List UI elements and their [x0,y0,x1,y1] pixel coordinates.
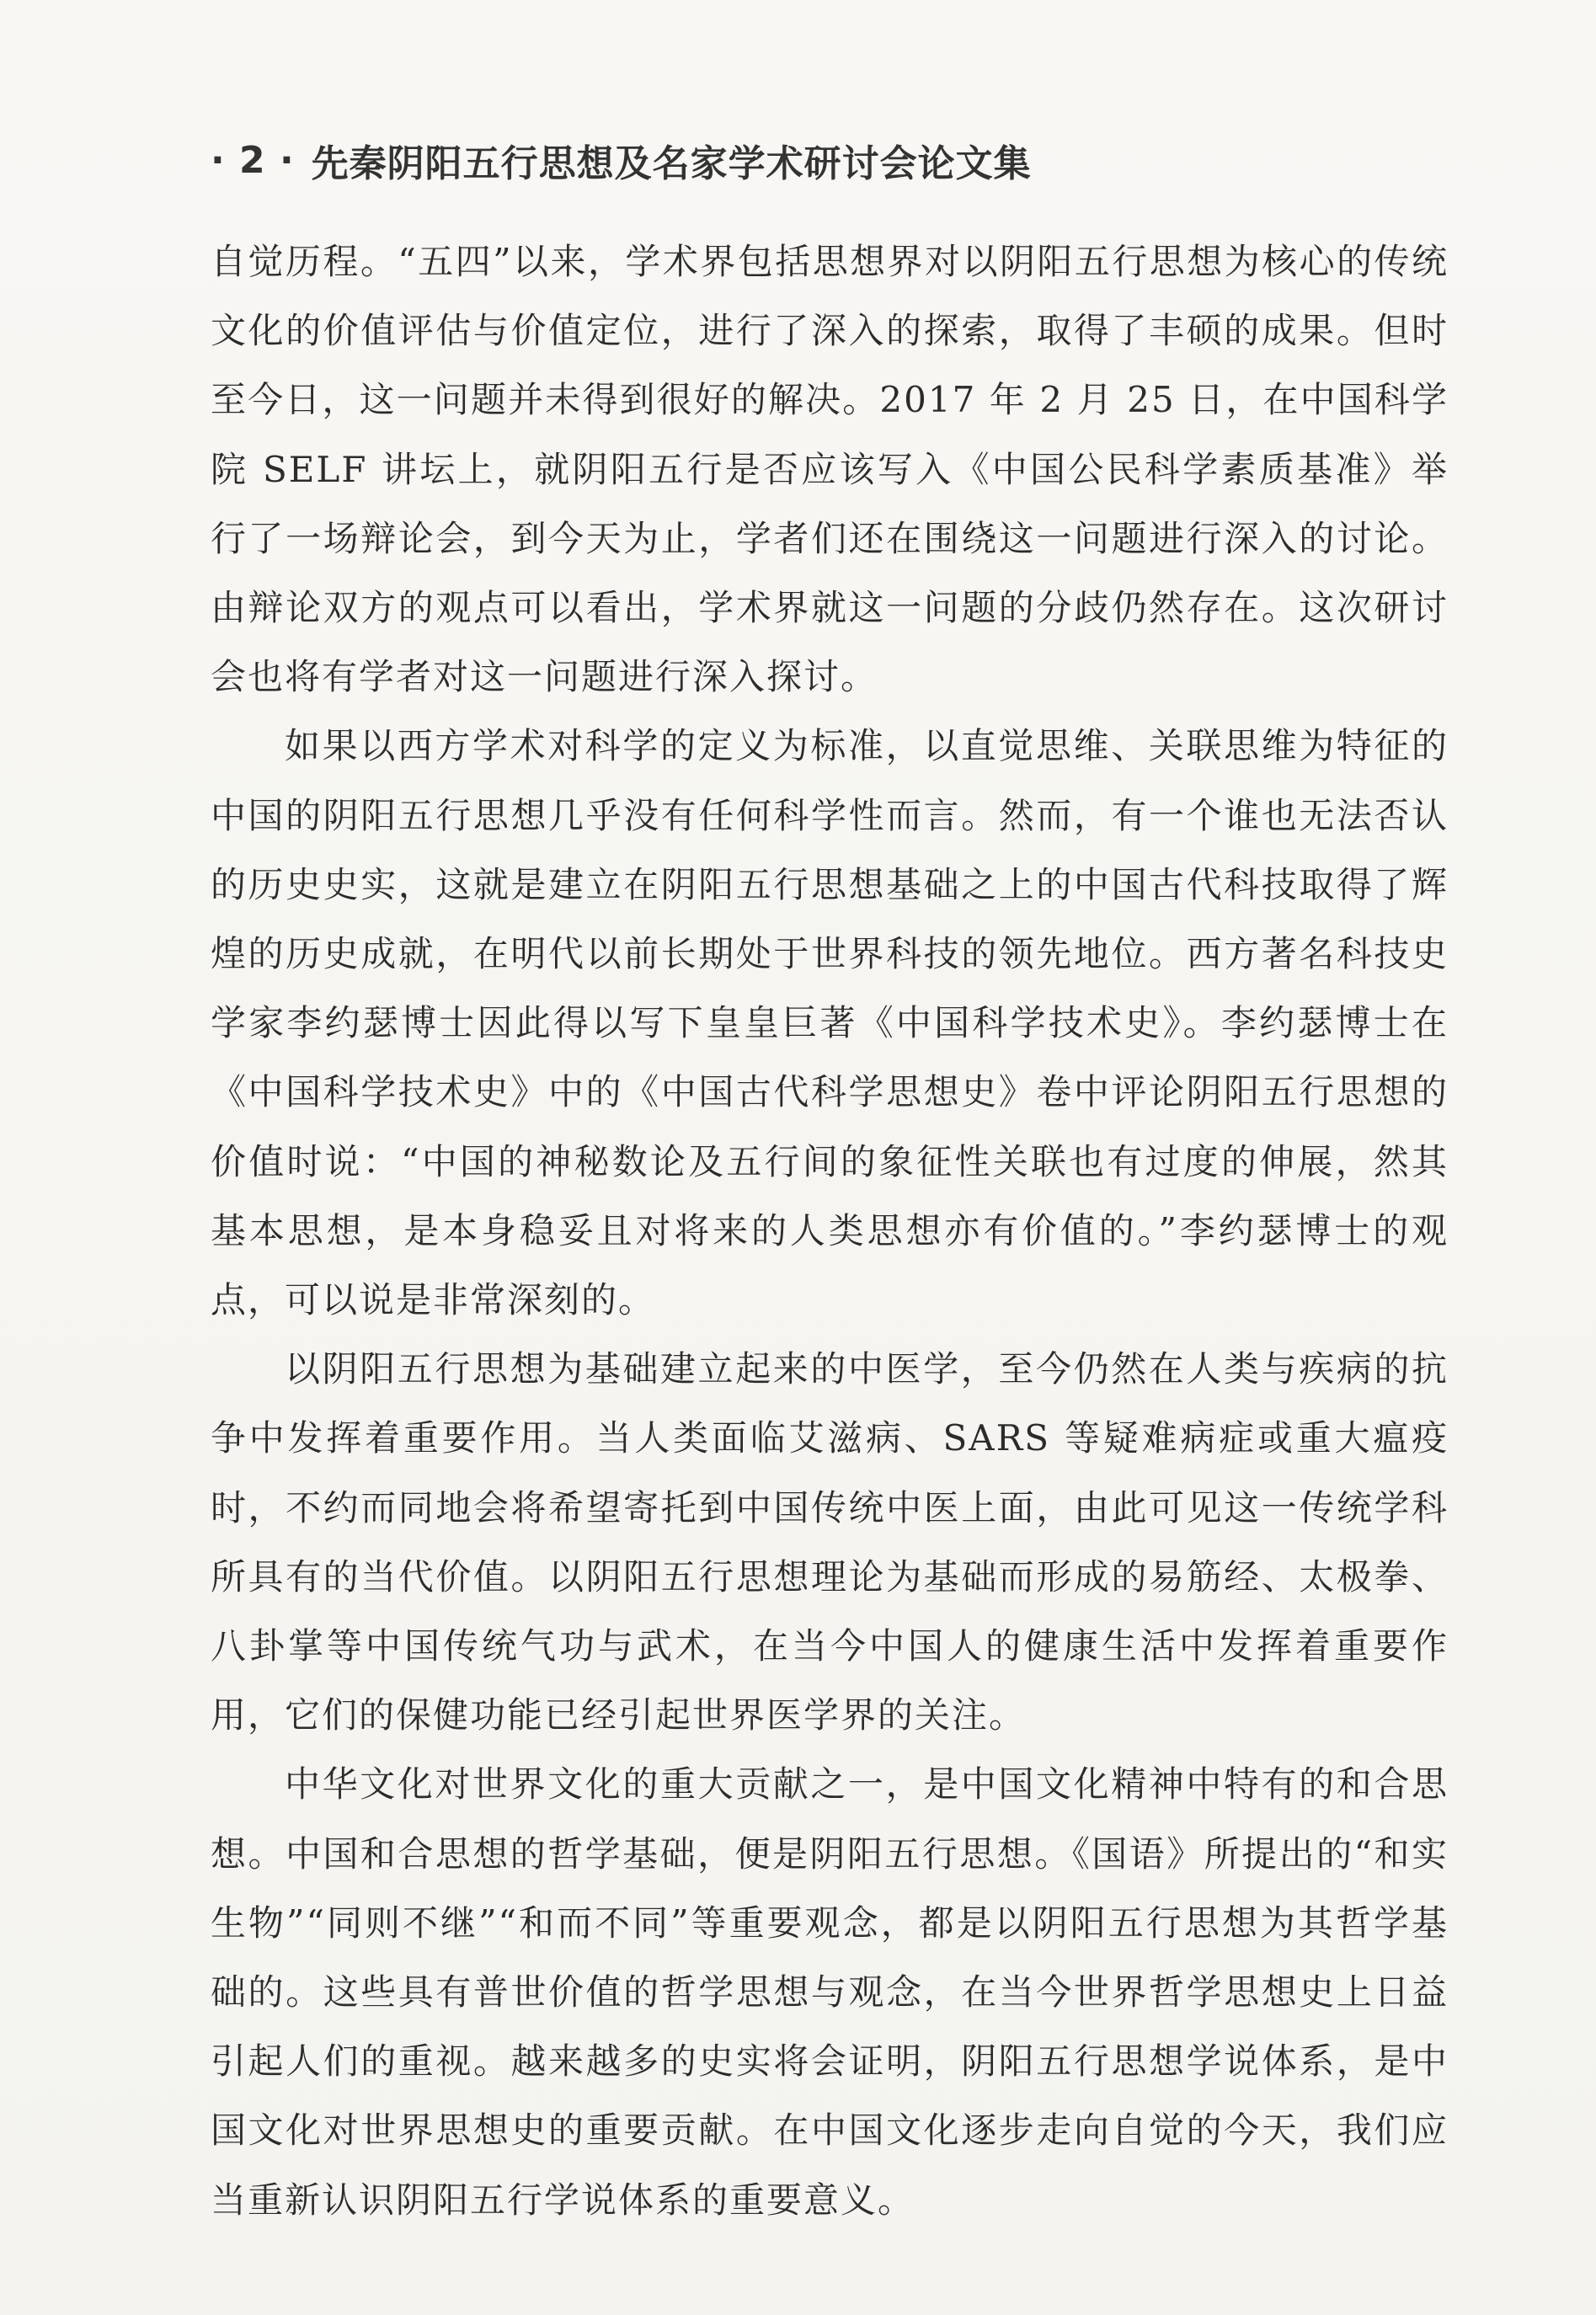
page-number: · 2 · [211,138,295,182]
book-title: 先秦阴阳五行思想及名家学术研讨会论文集 [311,142,1032,185]
paragraph-3: 以阴阳五行思想为基础建立起来的中医学，至今仍然在人类与疾病的抗争中发挥着重要作用。当人类面临艾滋病、SARS 等疑难病症或重大瘟疫时，不约而同地会将希望寄托到中国传统中医上面，由此可见这一传统学科所具有的当代价值。以阴阳五行思想理论为基础而形成的易筋经、太极拳、八卦掌等中国传统气功与武术，在当今中国人的健康生活中发挥着重要作用，它们的保健功能已经引起世界医学界的关注。 [211,1348,1449,1736]
paragraph-4: 中华文化对世界文化的重大贡献之一，是中国文化精神中特有的和合思想。中国和合思想的哲学基础，便是阴阳五行思想。《国语》所提出的“和实生物”“同则不继”“和而不同”等重要观念，都是以阴阳五行思想为其哲学基础的。这些具有普世价值的哲学思想与观念，在当今世界哲学思想史上日益引起人们的重视。越来越多的史实将会证明，阴阳五行思想学说体系，是中国文化对世界思想史的重要贡献。在中国文化逐步走向自觉的今天，我们应当重新认识阴阳五行学说体系的重要意义。 [211,1763,1449,2221]
paragraph-2: 如果以西方学术对科学的定义为标准，以直觉思维、关联思维为特征的中国的阴阳五行思想几乎没有任何科学性而言。然而，有一个谁也无法否认的历史史实，这就是建立在阴阳五行思想基础之上的中国古代科技取得了辉煌的历史成就，在明代以前长期处于世界科技的领先地位。西方著名科技史学家李约瑟博士因此得以写下皇皇巨著《中国科学技术史》。李约瑟博士在《中国科学技术史》中的《中国古代科学思想史》卷中评论阴阳五行思想的价值时说：“中国的神秘数论及五行间的象征性关联也有过度的伸展，然其基本思想，是本身稳妥且对将来的人类思想亦有价值的。”李约瑟博士的观点，可以说是非常深刻的。 [211,725,1449,1321]
running-header [211,126,1032,194]
paragraph-1: 自觉历程。“五四”以来，学术界包括思想界对以阴阳五行思想为核心的传统文化的价值评估与价值定位，进行了深入的探索，取得了丰硕的成果。但时至今日，这一问题并未得到很好的解决。2017 年 2 月 25 日，在中国科学院 SELF 讲坛上，就阴阳五行是否应该写入《中国公民科学素质基准》举行了一场辩论会，到今天为止，学者们还在围绕这一问题进行深入的讨论。由辩论双方的观点可以看出，学术界就这一问题的分歧仍然存在。这次研讨会也将有学者对这一问题进行深入探讨。 [211,241,1449,698]
body-text [211,227,1449,2235]
